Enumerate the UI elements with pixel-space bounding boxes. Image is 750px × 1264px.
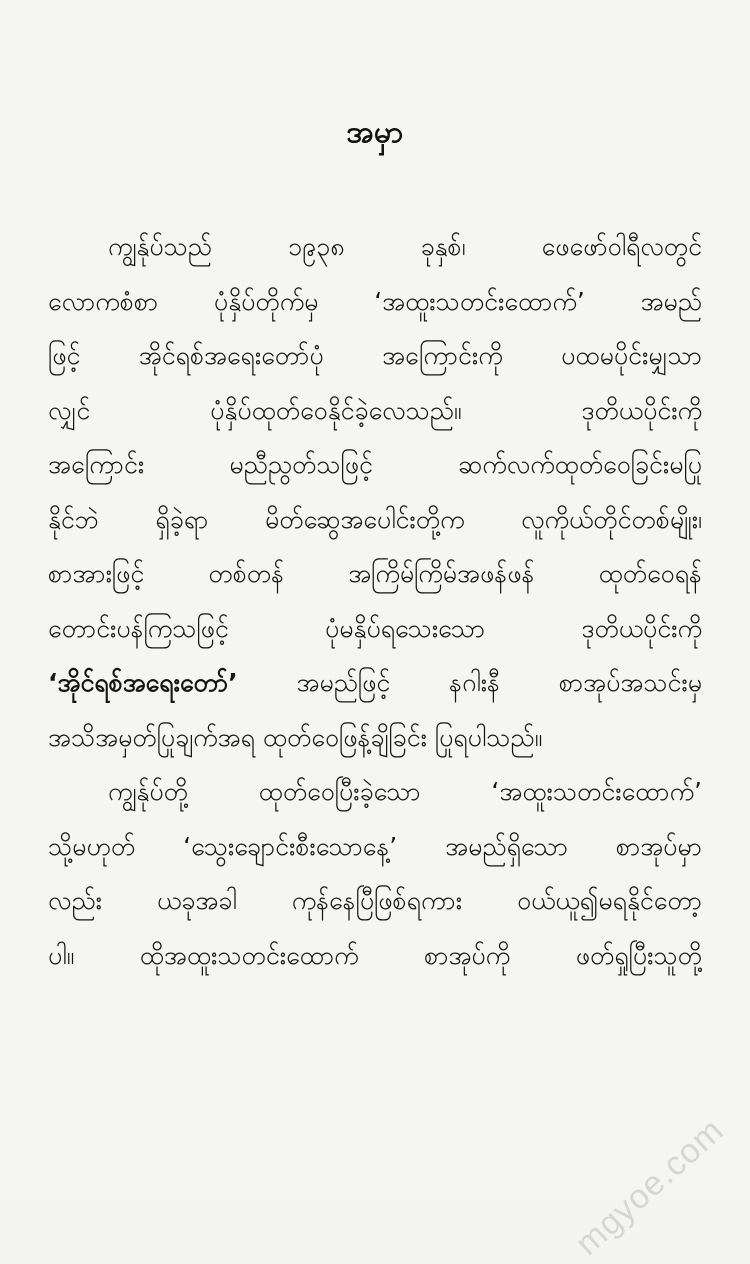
paragraph-line: ကျွန်ုပ်တို့ ထုတ်ဝေပြီးခဲ့သော ‘အထူးသတင်းထောက်’ [108, 777, 702, 806]
watermark: mgyoe.com [568, 1111, 732, 1263]
paragraph-line: နိုင်ဘဲ ရှိခဲ့ရာ မိတ်ဆွေအပေါင်းတို့က လူကိုယ်တိုင်တစ်မျိုး၊ [48, 504, 702, 534]
paragraph-line-rest: အမည်ဖြင့် နဂါးနီ စာအုပ်အသင်းမှ [296, 668, 702, 697]
paragraph-line: ဖြင့် အိုင်ရစ်အရေးတော်ပုံ အကြောင်းကို ပထမပိုင်းမျှသာ [48, 341, 702, 370]
bold-phrase: ‘အိုင်ရစ်အရေးတော်’ [48, 668, 238, 697]
paragraph-line: လည်း ယခုအခါ ကုန်နေပြီဖြစ်ရကား ဝယ်ယူ၍မရနိုင်တော့ [48, 886, 702, 915]
paragraph-line: စာအားဖြင့် တစ်တန် အကြိမ်ကြိမ်အဖန်ဖန် ထုတ်ဝေရန် [48, 559, 702, 588]
paragraph-line: သို့မဟုတ် ‘သွေးချောင်းစီးသောနေ့’ အမည်ရှိသော စာအုပ်မှာ [48, 831, 702, 861]
paragraph-line: အကြောင်း မညီညွတ်သဖြင့် ဆက်လက်ထုတ်ဝေခြင်းမပြု [48, 450, 702, 479]
page-title: အမှာ [346, 115, 404, 150]
body-text [48, 220, 702, 983]
paragraph-line: လျှင် ပုံနှိပ်ထုတ်ဝေနိုင်ခဲ့လေသည်။ ဒုတိယပိုင်းကို [48, 395, 702, 425]
paragraph-line-with-bold [48, 656, 702, 711]
paragraph-line: တောင်းပန်ကြသဖြင့် ပုံမနှိပ်ရသေးသော ဒုတိယပိုင်းကို [48, 613, 702, 643]
paragraph-line: ပါ။ ထိုအထူးသတင်းထောက် စာအုပ်ကို ဖတ်ရှုပြီးသူတို့ [48, 940, 702, 970]
paragraph-line: လောကစံစာ ပုံနှိပ်တိုက်မှ ‘အထူးသတင်းထောက်’ အမည် [48, 286, 702, 316]
paragraph-line: အသိအမှတ်ပြုချက်အရ ထုတ်ဝေဖြန့်ချိခြင်း ပြုရပါသည်။ [48, 722, 543, 752]
paragraph-line: ကျွန်ုပ်သည် ၁၉၃၈ ခုနှစ်၊ ဖေဖော်ဝါရီလတွင် [108, 232, 702, 261]
